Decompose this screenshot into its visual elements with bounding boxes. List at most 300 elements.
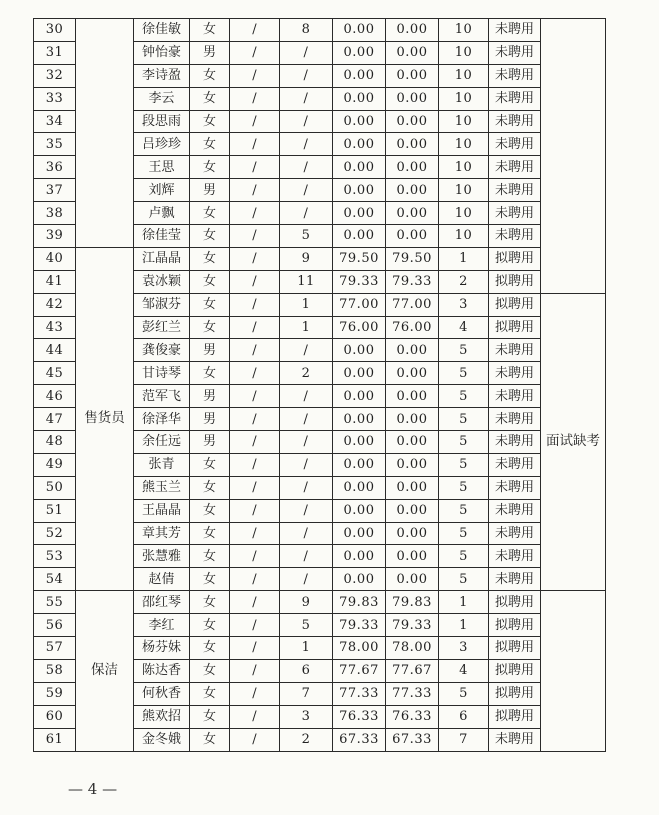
column5-cell: / [280,41,333,64]
status-cell: 拟聘用 [489,591,541,614]
total-score-cell: 0.00 [386,362,439,385]
column4-cell: / [230,339,280,362]
name-cell: 彭红兰 [134,316,190,339]
row-number-cell: 31 [34,41,76,64]
gender-cell: 女 [190,637,230,660]
gender-cell: 女 [190,87,230,110]
total-score-cell: 0.00 [386,133,439,156]
total-score-cell: 0.00 [386,87,439,110]
status-cell: 未聘用 [489,499,541,522]
total-score-cell: 76.00 [386,316,439,339]
total-score-cell: 0.00 [386,476,439,499]
name-cell: 李红 [134,614,190,637]
score-cell: 79.83 [333,591,386,614]
score-cell: 0.00 [333,156,386,179]
status-cell: 未聘用 [489,133,541,156]
column4-cell: / [230,247,280,270]
gender-cell: 女 [190,316,230,339]
name-cell: 熊欢招 [134,705,190,728]
name-cell: 江晶晶 [134,247,190,270]
status-cell: 未聘用 [489,545,541,568]
column4-cell: / [230,431,280,454]
total-score-cell: 0.00 [386,568,439,591]
rank-cell: 5 [439,385,489,408]
position-group-cell [76,19,134,248]
column5-cell: 7 [280,682,333,705]
column4-cell: / [230,225,280,248]
status-cell: 拟聘用 [489,682,541,705]
score-cell: 77.00 [333,293,386,316]
row-number-cell: 59 [34,682,76,705]
column5-cell: / [280,110,333,133]
rank-cell: 1 [439,247,489,270]
column4-cell: / [230,19,280,42]
row-number-cell: 41 [34,270,76,293]
rank-cell: 4 [439,659,489,682]
rank-cell: 3 [439,293,489,316]
score-cell: 77.33 [333,682,386,705]
score-cell: 0.00 [333,64,386,87]
remark-cell: 面试缺考 [541,293,606,591]
column4-cell: / [230,362,280,385]
column5-cell: 6 [280,659,333,682]
name-cell: 章其芳 [134,522,190,545]
row-number-cell: 51 [34,499,76,522]
total-score-cell: 77.67 [386,659,439,682]
status-cell: 未聘用 [489,728,541,751]
score-cell: 0.00 [333,41,386,64]
column4-cell: / [230,637,280,660]
name-cell: 刘辉 [134,179,190,202]
total-score-cell: 0.00 [386,545,439,568]
status-cell: 未聘用 [489,408,541,431]
gender-cell: 女 [190,614,230,637]
column4-cell: / [230,64,280,87]
status-cell: 拟聘用 [489,270,541,293]
column5-cell: / [280,476,333,499]
column4-cell: / [230,41,280,64]
total-score-cell: 78.00 [386,637,439,660]
row-number-cell: 34 [34,110,76,133]
column4-cell: / [230,179,280,202]
name-cell: 金冬娥 [134,728,190,751]
column5-cell: 5 [280,614,333,637]
rank-cell: 7 [439,728,489,751]
status-cell: 拟聘用 [489,316,541,339]
score-cell: 79.33 [333,614,386,637]
status-cell: 未聘用 [489,453,541,476]
rank-cell: 10 [439,133,489,156]
rank-cell: 10 [439,179,489,202]
rank-cell: 5 [439,408,489,431]
name-cell: 龚俊豪 [134,339,190,362]
table-body [34,19,606,752]
column5-cell: / [280,179,333,202]
name-cell: 卢飘 [134,202,190,225]
total-score-cell: 0.00 [386,499,439,522]
gender-cell: 女 [190,362,230,385]
column4-cell: / [230,568,280,591]
row-number-cell: 61 [34,728,76,751]
status-cell: 拟聘用 [489,293,541,316]
total-score-cell: 0.00 [386,19,439,42]
column4-cell: / [230,545,280,568]
score-cell: 0.00 [333,225,386,248]
row-number-cell: 57 [34,637,76,660]
gender-cell: 女 [190,156,230,179]
gender-cell: 女 [190,545,230,568]
column5-cell: / [280,408,333,431]
rank-cell: 5 [439,568,489,591]
row-number-cell: 55 [34,591,76,614]
column5-cell: / [280,133,333,156]
status-cell: 未聘用 [489,110,541,133]
name-cell: 杨芬妹 [134,637,190,660]
row-number-cell: 43 [34,316,76,339]
column4-cell: / [230,705,280,728]
column5-cell: 2 [280,728,333,751]
rank-cell: 10 [439,19,489,42]
name-cell: 张慧雅 [134,545,190,568]
gender-cell: 男 [190,408,230,431]
row-number-cell: 52 [34,522,76,545]
score-cell: 0.00 [333,499,386,522]
row-number-cell: 56 [34,614,76,637]
column5-cell: / [280,87,333,110]
score-cell: 76.33 [333,705,386,728]
rank-cell: 5 [439,453,489,476]
gender-cell: 女 [190,728,230,751]
results-table [33,18,606,752]
total-score-cell: 76.33 [386,705,439,728]
total-score-cell: 79.83 [386,591,439,614]
rank-cell: 5 [439,682,489,705]
status-cell: 未聘用 [489,362,541,385]
column4-cell: / [230,476,280,499]
gender-cell: 男 [190,431,230,454]
status-cell: 未聘用 [489,431,541,454]
gender-cell: 女 [190,682,230,705]
gender-cell: 女 [190,202,230,225]
score-cell: 0.00 [333,19,386,42]
column5-cell: 11 [280,270,333,293]
score-cell: 0.00 [333,453,386,476]
gender-cell: 男 [190,339,230,362]
name-cell: 赵倩 [134,568,190,591]
name-cell: 甘诗琴 [134,362,190,385]
column5-cell: / [280,64,333,87]
column4-cell: / [230,408,280,431]
total-score-cell: 0.00 [386,522,439,545]
gender-cell: 女 [190,110,230,133]
score-cell: 0.00 [333,476,386,499]
status-cell: 未聘用 [489,179,541,202]
total-score-cell: 0.00 [386,110,439,133]
name-cell: 王思 [134,156,190,179]
total-score-cell: 67.33 [386,728,439,751]
gender-cell: 女 [190,659,230,682]
rank-cell: 1 [439,591,489,614]
position-group-cell: 售货员 [76,247,134,590]
column4-cell: / [230,453,280,476]
row-number-cell: 35 [34,133,76,156]
row-number-cell: 44 [34,339,76,362]
gender-cell: 女 [190,270,230,293]
status-cell: 未聘用 [489,202,541,225]
score-cell: 0.00 [333,408,386,431]
total-score-cell: 0.00 [386,453,439,476]
score-cell: 77.67 [333,659,386,682]
column5-cell: / [280,453,333,476]
name-cell: 邹淑芬 [134,293,190,316]
row-number-cell: 30 [34,19,76,42]
score-cell: 67.33 [333,728,386,751]
gender-cell: 女 [190,476,230,499]
total-score-cell: 79.50 [386,247,439,270]
total-score-cell: 77.00 [386,293,439,316]
column5-cell: 1 [280,293,333,316]
column5-cell: 5 [280,225,333,248]
row-number-cell: 42 [34,293,76,316]
column5-cell: 3 [280,705,333,728]
rank-cell: 5 [439,499,489,522]
row-number-cell: 48 [34,431,76,454]
status-cell: 拟聘用 [489,637,541,660]
column4-cell: / [230,270,280,293]
name-cell: 李云 [134,87,190,110]
column5-cell: 1 [280,316,333,339]
rank-cell: 10 [439,110,489,133]
column4-cell: / [230,682,280,705]
column4-cell: / [230,728,280,751]
gender-cell: 女 [190,591,230,614]
row-number-cell: 58 [34,659,76,682]
table-row [34,247,606,270]
status-cell: 未聘用 [489,225,541,248]
name-cell: 余任远 [134,431,190,454]
rank-cell: 5 [439,545,489,568]
status-cell: 拟聘用 [489,614,541,637]
rank-cell: 10 [439,41,489,64]
column4-cell: / [230,591,280,614]
rank-cell: 5 [439,362,489,385]
gender-cell: 女 [190,19,230,42]
score-cell: 76.00 [333,316,386,339]
rank-cell: 6 [439,705,489,728]
status-cell: 拟聘用 [489,659,541,682]
row-number-cell: 39 [34,225,76,248]
row-number-cell: 45 [34,362,76,385]
gender-cell: 男 [190,385,230,408]
score-cell: 0.00 [333,179,386,202]
row-number-cell: 33 [34,87,76,110]
column5-cell: / [280,339,333,362]
rank-cell: 5 [439,339,489,362]
gender-cell: 女 [190,247,230,270]
name-cell: 何秋香 [134,682,190,705]
status-cell: 未聘用 [489,385,541,408]
status-cell: 拟聘用 [489,705,541,728]
status-cell: 拟聘用 [489,247,541,270]
status-cell: 未聘用 [489,568,541,591]
score-cell: 0.00 [333,110,386,133]
score-cell: 0.00 [333,568,386,591]
column5-cell: 9 [280,247,333,270]
rank-cell: 10 [439,156,489,179]
column5-cell: / [280,431,333,454]
gender-cell: 男 [190,179,230,202]
status-cell: 未聘用 [489,156,541,179]
total-score-cell: 79.33 [386,614,439,637]
total-score-cell: 0.00 [386,408,439,431]
column4-cell: / [230,659,280,682]
total-score-cell: 0.00 [386,156,439,179]
rank-cell: 5 [439,476,489,499]
status-cell: 未聘用 [489,19,541,42]
remark-cell [541,591,606,751]
gender-cell: 女 [190,568,230,591]
row-number-cell: 49 [34,453,76,476]
status-cell: 未聘用 [489,41,541,64]
score-cell: 0.00 [333,385,386,408]
column5-cell: 1 [280,637,333,660]
name-cell: 吕珍珍 [134,133,190,156]
row-number-cell: 37 [34,179,76,202]
column5-cell: / [280,522,333,545]
total-score-cell: 0.00 [386,179,439,202]
gender-cell: 男 [190,41,230,64]
column4-cell: / [230,385,280,408]
column4-cell: / [230,522,280,545]
status-cell: 未聘用 [489,64,541,87]
column5-cell: / [280,568,333,591]
rank-cell: 4 [439,316,489,339]
score-cell: 0.00 [333,133,386,156]
row-number-cell: 60 [34,705,76,728]
column4-cell: / [230,133,280,156]
score-cell: 0.00 [333,339,386,362]
rank-cell: 10 [439,225,489,248]
rank-cell: 10 [439,87,489,110]
name-cell: 钟怡豪 [134,41,190,64]
row-number-cell: 32 [34,64,76,87]
total-score-cell: 0.00 [386,64,439,87]
row-number-cell: 47 [34,408,76,431]
score-cell: 0.00 [333,362,386,385]
score-cell: 79.33 [333,270,386,293]
rank-cell: 3 [439,637,489,660]
name-cell: 徐泽华 [134,408,190,431]
name-cell: 徐佳敏 [134,19,190,42]
total-score-cell: 0.00 [386,202,439,225]
name-cell: 熊玉兰 [134,476,190,499]
score-cell: 0.00 [333,545,386,568]
row-number-cell: 38 [34,202,76,225]
gender-cell: 女 [190,293,230,316]
gender-cell: 女 [190,499,230,522]
column4-cell: / [230,316,280,339]
total-score-cell: 0.00 [386,225,439,248]
total-score-cell: 0.00 [386,339,439,362]
page-number: — 4 — [68,780,118,798]
gender-cell: 女 [190,64,230,87]
name-cell: 段思雨 [134,110,190,133]
table-row [34,591,606,614]
column5-cell: / [280,385,333,408]
score-cell: 78.00 [333,637,386,660]
row-number-cell: 46 [34,385,76,408]
column5-cell: 2 [280,362,333,385]
gender-cell: 女 [190,522,230,545]
column4-cell: / [230,499,280,522]
status-cell: 未聘用 [489,522,541,545]
score-cell: 0.00 [333,87,386,110]
total-score-cell: 0.00 [386,431,439,454]
row-number-cell: 53 [34,545,76,568]
name-cell: 范军飞 [134,385,190,408]
position-group-cell: 保洁 [76,591,134,751]
gender-cell: 女 [190,133,230,156]
column5-cell: / [280,499,333,522]
table-row [34,19,606,42]
rank-cell: 10 [439,202,489,225]
score-cell: 0.00 [333,202,386,225]
score-cell: 79.50 [333,247,386,270]
row-number-cell: 50 [34,476,76,499]
total-score-cell: 77.33 [386,682,439,705]
rank-cell: 1 [439,614,489,637]
column4-cell: / [230,156,280,179]
total-score-cell: 0.00 [386,385,439,408]
name-cell: 陈达香 [134,659,190,682]
column4-cell: / [230,110,280,133]
gender-cell: 女 [190,705,230,728]
column4-cell: / [230,202,280,225]
score-cell: 0.00 [333,522,386,545]
status-cell: 未聘用 [489,476,541,499]
column5-cell: / [280,156,333,179]
row-number-cell: 54 [34,568,76,591]
name-cell: 王晶晶 [134,499,190,522]
total-score-cell: 79.33 [386,270,439,293]
gender-cell: 女 [190,225,230,248]
rank-cell: 2 [439,270,489,293]
total-score-cell: 0.00 [386,41,439,64]
row-number-cell: 40 [34,247,76,270]
column4-cell: / [230,614,280,637]
remark-cell [541,19,606,294]
rank-cell: 5 [439,522,489,545]
name-cell: 徐佳莹 [134,225,190,248]
rank-cell: 10 [439,64,489,87]
name-cell: 李诗盈 [134,64,190,87]
score-cell: 0.00 [333,431,386,454]
name-cell: 张青 [134,453,190,476]
status-cell: 未聘用 [489,87,541,110]
name-cell: 袁冰颖 [134,270,190,293]
status-cell: 未聘用 [489,339,541,362]
name-cell: 邵红琴 [134,591,190,614]
column5-cell: / [280,545,333,568]
column4-cell: / [230,293,280,316]
row-number-cell: 36 [34,156,76,179]
column5-cell: 8 [280,19,333,42]
rank-cell: 5 [439,431,489,454]
gender-cell: 女 [190,453,230,476]
column4-cell: / [230,87,280,110]
column5-cell: / [280,202,333,225]
column5-cell: 9 [280,591,333,614]
